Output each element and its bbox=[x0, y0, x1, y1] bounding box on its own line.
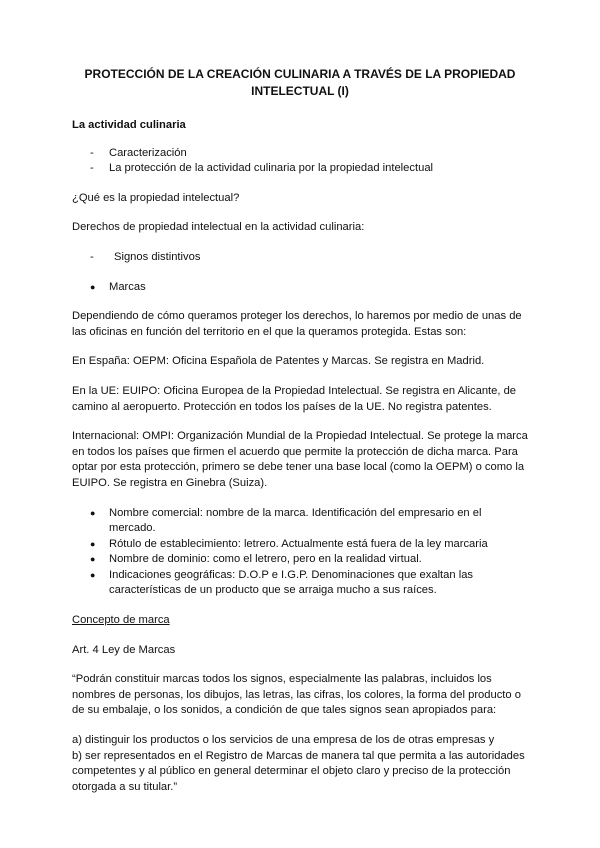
culinary-topics-list bbox=[72, 146, 528, 177]
list-item bbox=[72, 506, 528, 537]
question-paragraph: ¿Qué es la propiedad intelectual? bbox=[72, 191, 240, 204]
list-item bbox=[72, 146, 528, 162]
article-quote-item-a: a) distinguir los productos o los servicios de una empresa de los de otras empresas y bbox=[72, 734, 495, 747]
international-office-paragraph: Internacional: OMPI: Organización Mundial de la Propiedad Intelectual. Se protege la marca en todos los países que firmen el acuerdo que permite la protección de dicha marca. Para optar por esta protección, primero se debe tener una base local (como la OEPM) o como la EUIPO. Se registra en Ginebra (Suiza). bbox=[72, 430, 528, 489]
document-page bbox=[72, 66, 528, 795]
list-item-text: Signos distintivos bbox=[114, 250, 201, 263]
bullet-marker: ● bbox=[90, 538, 96, 549]
list-item bbox=[72, 552, 528, 568]
dash-marker: - bbox=[90, 250, 94, 263]
concept-heading: Concepto de marca bbox=[72, 614, 170, 627]
list-item-text: Indicaciones geográficas: D.O.P e I.G.P. Denominaciones que exaltan las características de un producto que se arraiga mucho a sus raíces. bbox=[109, 568, 474, 597]
article-reference: Art. 4 Ley de Marcas bbox=[72, 643, 176, 656]
list-item-text: Marcas bbox=[109, 280, 146, 293]
document-title: PROTECCIÓN DE LA CREACIÓN CULINARIA A TRAVÉS DE LA PROPIEDAD INTELECTUAL (I) bbox=[84, 67, 516, 98]
dash-marker: - bbox=[90, 162, 94, 175]
distinctive-signs-list bbox=[72, 250, 528, 266]
list-item-text: Rótulo de establecimiento: letrero. Actualmente está fuera de la ley marcaria bbox=[109, 537, 488, 550]
rights-intro-paragraph: Derechos de propiedad intelectual en la actividad culinaria: bbox=[72, 221, 365, 234]
bullet-marker: ● bbox=[90, 569, 96, 580]
sign-types-list bbox=[72, 506, 528, 600]
list-item bbox=[72, 161, 528, 177]
list-item bbox=[72, 537, 528, 553]
section-heading-culinary-activity: La actividad culinaria bbox=[72, 119, 186, 131]
list-item bbox=[72, 250, 528, 266]
list-item-text: Nombre de dominio: como el letrero, pero en la realidad virtual. bbox=[109, 553, 422, 566]
spain-office-paragraph: En España: OEPM: Oficina Española de Patentes y Marcas. Se registra en Madrid. bbox=[72, 355, 485, 368]
bullet-marker: ● bbox=[90, 554, 96, 565]
offices-intro-paragraph: Dependiendo de cómo queramos proteger los derechos, lo haremos por medio de unas de las oficinas en función del territorio en el que la queramos protegida. Estas son: bbox=[72, 310, 522, 338]
article-quote-item-b: b) ser representados en el Registro de Marcas de manera tal que permita a las autoridades competentes y al público en general determinar el objeto claro y preciso de la protección otorgada a su titular.” bbox=[72, 749, 525, 793]
article-quote-main: “Podrán constituir marcas todos los signos, especialmente las palabras, incluidos los nombres de personas, los dibujos, las letras, las cifras, los colores, la forma del producto o de su embalaje, o los sonidos, a condición de que tales signos sean apropiados para: bbox=[72, 673, 521, 717]
list-item-text: Nombre comercial: nombre de la marca. Identificación del empresario en el mercado. bbox=[109, 506, 482, 535]
bullet-marker: ● bbox=[90, 507, 96, 518]
dash-marker: - bbox=[90, 146, 94, 159]
list-item-text: La protección de la actividad culinaria por la propiedad intelectual bbox=[109, 162, 434, 175]
marks-list bbox=[72, 280, 528, 296]
eu-office-paragraph: En la UE: EUIPO: Oficina Europea de la Propiedad Intelectual. Se registra en Alicante, de camino al aeropuerto. Protección en todos los países de la UE. No registra patentes. bbox=[72, 384, 517, 413]
list-item bbox=[72, 280, 528, 296]
list-item bbox=[72, 568, 528, 599]
bullet-marker: ● bbox=[90, 281, 96, 292]
list-item-text: Caracterización bbox=[109, 146, 187, 159]
